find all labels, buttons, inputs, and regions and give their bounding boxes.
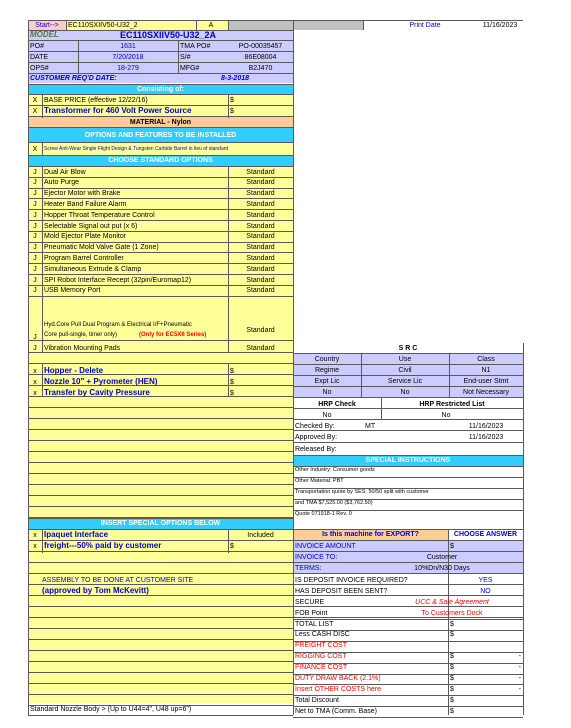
row-rule xyxy=(28,562,293,563)
po-label: PO# xyxy=(30,42,45,50)
total-amount: - xyxy=(518,653,521,661)
row-mark: x xyxy=(33,367,37,375)
instruction-line: Transportation quote by SES: 50/50 split with customer xyxy=(295,489,430,496)
option-value: Standard xyxy=(246,344,275,352)
row-rule xyxy=(28,628,293,629)
src-cell: Class xyxy=(477,355,495,363)
total-amount xyxy=(468,630,523,640)
invoice-to-label: INVOICE TO: xyxy=(295,553,338,561)
print-date-value: 11/16/2023 xyxy=(482,21,518,29)
hrp-check-value: No xyxy=(322,411,332,419)
currency: $ xyxy=(450,631,454,639)
src-cell: No xyxy=(322,388,332,396)
deposit-required-value: YES xyxy=(478,576,493,584)
src-cell: Regime xyxy=(314,366,340,374)
row-rule xyxy=(293,397,523,398)
total-amount xyxy=(468,619,523,629)
option-value: Standard xyxy=(246,190,275,198)
column-rule xyxy=(363,20,364,30)
src-cell: Not Necessary xyxy=(463,388,509,396)
date-label: DATE xyxy=(30,53,49,61)
extra-option-label: Nozzle 10" + Pyrometer (HEN) xyxy=(44,377,158,386)
option-label: Pneumatic Mold Valve Gate (1 Zone) xyxy=(44,244,159,252)
row-rule xyxy=(28,440,293,441)
row-rule xyxy=(28,551,293,552)
released-by-label: Released By: xyxy=(295,445,337,453)
currency: $ xyxy=(450,664,454,672)
approved-date: 11/16/2023 xyxy=(468,433,504,441)
serial-label: S/# xyxy=(180,53,191,61)
src-cell: Civil xyxy=(398,366,412,374)
total-amount: - xyxy=(518,685,521,693)
instruction-line: and TMA $7,525.00 ($3,762.50) xyxy=(295,500,373,507)
row-mark: x xyxy=(33,531,37,539)
extra-option-label: Transfer by Cavity Pressure xyxy=(44,388,150,397)
model-label: MODEL xyxy=(30,30,59,39)
approved-note: (approved by Tom McKevitt) xyxy=(42,586,149,595)
option-label: Ejector Motor with Brake xyxy=(44,190,121,198)
row-mark: J xyxy=(33,344,37,352)
currency: $ xyxy=(450,696,454,704)
column-rule xyxy=(228,20,229,30)
option-label: USB Memory Port xyxy=(44,287,101,295)
hrp-restricted-value: No xyxy=(441,411,451,419)
currency: $ xyxy=(450,675,454,682)
header-grey-fill xyxy=(228,20,363,30)
deposit-sent-value: NO xyxy=(480,587,491,595)
secure-value: UCC & Sale Agreement xyxy=(415,598,489,606)
row-rule xyxy=(28,451,293,452)
currency: $ xyxy=(450,542,454,550)
currency: $ xyxy=(230,378,234,386)
column-rule xyxy=(523,343,524,715)
row-mark: X xyxy=(32,145,38,153)
hrp-check-label: HRP Check xyxy=(318,400,356,408)
hyd-core-line2: Core pull-single, timer only) xyxy=(44,332,118,338)
row-mark: x xyxy=(33,542,37,550)
standard-options-title: CHOOSE STANDARD OPTIONS xyxy=(108,157,213,164)
option-value: Standard xyxy=(246,233,275,241)
total-label: Net to TMA (Comm. Base) xyxy=(295,707,377,715)
special-option-label: Ipaquet Interface xyxy=(44,530,109,539)
row-mark: J xyxy=(33,265,37,273)
po-value: 1631 xyxy=(120,42,136,50)
row-mark: J xyxy=(33,168,37,176)
model-value: EC110SXIIV50-U32_2A xyxy=(119,30,217,40)
row-mark: J xyxy=(33,244,37,252)
currency: $ xyxy=(230,542,234,550)
src-cell: Service Lic xyxy=(387,377,423,385)
ops-label: OPS# xyxy=(30,64,49,72)
ops-value: 18-279 xyxy=(117,64,139,72)
row-mark: X xyxy=(32,107,38,115)
currency: $ xyxy=(450,653,454,661)
row-rule xyxy=(293,717,523,718)
insert-special-title: INSERT SPECIAL OPTIONS BELOW xyxy=(100,520,221,527)
row-rule xyxy=(28,462,293,463)
option-label: Mold Ejector Plate Monitor xyxy=(44,233,127,241)
base-price-label: BASE PRICE (effective 12/22/16) xyxy=(44,96,148,104)
option-label: Simultaneous Extrude & Clamp xyxy=(44,265,142,273)
hyd-core-red-note: (Only for EC5XII Series) xyxy=(139,332,207,338)
row-rule xyxy=(28,606,293,607)
total-amount xyxy=(468,706,523,716)
currency: $ xyxy=(230,389,234,397)
row-rule xyxy=(28,694,293,695)
total-amount: - xyxy=(518,664,521,672)
row-rule xyxy=(28,672,293,673)
src-title: S R C xyxy=(398,344,418,352)
row-rule xyxy=(28,363,293,364)
row-rule xyxy=(28,573,293,574)
currency: $ xyxy=(230,107,234,115)
option-value: Standard xyxy=(246,326,275,334)
row-rule xyxy=(28,473,293,474)
row-rule xyxy=(28,650,293,651)
row-rule xyxy=(28,407,293,408)
nozzle-footer: Standard Nozzle Body > (Up to U44=4", U48 up=6") xyxy=(30,705,192,713)
instruction-line: Other Industry: Consumer goods xyxy=(295,467,375,474)
row-mark: J xyxy=(33,254,37,262)
row-mark: J xyxy=(33,179,37,187)
mfg-label: MFG# xyxy=(180,64,200,72)
row-rule xyxy=(28,683,293,684)
invoice-to-value: Customer xyxy=(426,553,458,561)
transformer-label: Transformer for 460 Volt Power Source xyxy=(44,106,192,115)
row-rule xyxy=(28,639,293,640)
total-label: Less CASH DISC xyxy=(295,631,350,639)
material-label: MATERIAL - Nylon xyxy=(129,118,192,126)
option-label: Program Barrel Controller xyxy=(44,254,124,262)
serial-value: 86E08004 xyxy=(244,53,277,61)
secure-label: SECURE xyxy=(295,598,325,606)
terms-label: TERMS: xyxy=(295,564,322,572)
row-mark: X xyxy=(32,96,38,104)
total-amount xyxy=(468,641,523,651)
option-value: Standard xyxy=(246,211,275,219)
row-mark: J xyxy=(33,222,37,230)
row-rule xyxy=(28,484,293,485)
checked-by-value: MT xyxy=(365,422,376,430)
row-rule xyxy=(28,506,293,507)
currency: $ xyxy=(450,620,454,628)
options-title: OPTIONS AND FEATURES TO BE INSTALLED xyxy=(84,131,237,139)
total-label: TOTAL LIST xyxy=(295,620,334,628)
row-rule xyxy=(28,661,293,662)
row-mark: J xyxy=(33,233,37,241)
header-code: EC110SXIIV50-U32_2 xyxy=(68,21,138,29)
hrp-restricted-label: HRP Restricted List xyxy=(419,400,485,408)
row-rule xyxy=(28,617,293,618)
tma-po-label: TMA PO# xyxy=(180,42,211,50)
special-option-label: freight---50% paid by customer xyxy=(44,541,162,550)
option-value: Standard xyxy=(246,200,275,208)
currency xyxy=(448,641,468,651)
export-question: Is this machine for EXPORT? xyxy=(322,531,419,538)
currency: $ xyxy=(450,685,454,693)
row-mark: J xyxy=(33,333,37,341)
header-rev: A xyxy=(208,21,214,29)
print-date-label: Print Date xyxy=(409,21,441,29)
option-label: Auto Purge xyxy=(44,179,80,187)
approved-by-label: Approved By: xyxy=(295,433,338,441)
invoice-amount-label: INVOICE AMOUNT xyxy=(295,542,356,550)
consisting-title: Consisting of: xyxy=(136,85,185,93)
option-value: Standard xyxy=(246,276,275,284)
req-date-label: CUSTOMER REQ'D DATE: xyxy=(30,75,117,82)
option-label: Selectable Signal out put (x 6) xyxy=(44,222,138,230)
mfg-value: B2J470 xyxy=(248,64,273,72)
checked-date: 11/16/2023 xyxy=(468,422,504,430)
currency: $ xyxy=(230,96,234,104)
option-label: Dual Air Blow xyxy=(44,168,86,176)
option-value: Standard xyxy=(246,287,275,295)
total-label: DUTY DRAW BACK (2.1%) xyxy=(295,675,381,682)
total-label: FREIGHT COST xyxy=(295,642,347,650)
row-rule xyxy=(28,429,293,430)
row-mark: J xyxy=(33,200,37,208)
row-rule xyxy=(28,296,293,297)
instruction-line: Quote 071918-1 Rev. 0 xyxy=(295,511,352,518)
option-label: Heater Band Failure Alarm xyxy=(44,200,127,208)
total-label: Insert OTHER COSTS here xyxy=(295,685,381,693)
option-label: SPI Robot Interface Recept (32pin/Euromap12) xyxy=(44,276,192,284)
src-cell: Expt Lic xyxy=(314,377,340,385)
checked-by-label: Checked By: xyxy=(295,422,335,430)
option-value: Standard xyxy=(246,244,275,252)
row-rule xyxy=(28,340,293,341)
row-mark: J xyxy=(33,190,37,198)
row-mark: x xyxy=(33,389,37,397)
total-amount xyxy=(468,695,523,705)
instruction-line: Other Material: PBT xyxy=(295,478,344,485)
deposit-required-label: IS DEPOSIT INVOICE REQUIRED? xyxy=(295,576,408,584)
choose-answer: CHOOSE ANSWER xyxy=(453,531,518,538)
total-label: RIGGING COST xyxy=(295,653,347,661)
currency: $ xyxy=(230,367,234,375)
terms-value: 10%Dn/N30 Days xyxy=(414,564,470,572)
row-mark: x xyxy=(33,378,37,386)
src-cell: End-user Stmt xyxy=(463,377,509,385)
option-label: Vibration Mounting Pads xyxy=(44,344,121,352)
special-options-fill xyxy=(28,529,293,715)
total-label: Total Discount xyxy=(295,696,339,704)
row-rule xyxy=(28,495,293,496)
total-amount: - xyxy=(518,675,521,682)
row-rule xyxy=(28,418,293,419)
option-label: Hopper Throat Temperature Control xyxy=(44,211,155,219)
option-value: Standard xyxy=(246,179,275,187)
src-cell: No xyxy=(400,388,410,396)
special-option-value: Included xyxy=(247,531,274,539)
option-value: Standard xyxy=(246,265,275,273)
deposit-sent-label: HAS DEPOSIT BEEN SENT? xyxy=(295,587,388,595)
tma-po-value: PO-00035457 xyxy=(238,42,283,50)
src-cell: Use xyxy=(398,355,412,363)
currency: $ xyxy=(450,707,454,715)
row-rule xyxy=(28,715,293,716)
option-value: Standard xyxy=(246,222,275,230)
assembly-note: ASSEMBLY TO BE DONE AT CUSTOMER SITE xyxy=(42,576,194,584)
row-rule xyxy=(293,573,523,574)
fob-value: To Customers Dock xyxy=(421,609,483,617)
fob-label: FOB Point xyxy=(295,609,328,617)
special-instructions-title: SPECIAL INSTRUCTIONS xyxy=(365,457,451,464)
date-value: 7/20/2018 xyxy=(112,53,144,61)
src-cell: Country xyxy=(314,355,340,363)
option-value: Standard xyxy=(246,254,275,262)
row-mark: J xyxy=(33,276,37,284)
row-rule xyxy=(293,442,523,443)
req-date-value: 8-3-2018 xyxy=(220,75,250,82)
start-label: Start--> xyxy=(35,21,59,29)
row-mark: J xyxy=(33,287,37,295)
extra-option-label: Hopper - Delete xyxy=(44,366,104,375)
option-value: Standard xyxy=(246,168,275,176)
src-cell: N1 xyxy=(481,366,491,374)
total-label: FINANCE COST xyxy=(295,664,348,672)
row-mark: J xyxy=(33,211,37,219)
screw-label: Screw Anti-Wear Single Flight Design & Tungsten Carbide Barrel in lieu of standard xyxy=(44,145,229,152)
hyd-core-line1: Hyd.Core Pull Dual Program & Electrical I/F+Pneumatic xyxy=(44,322,192,328)
